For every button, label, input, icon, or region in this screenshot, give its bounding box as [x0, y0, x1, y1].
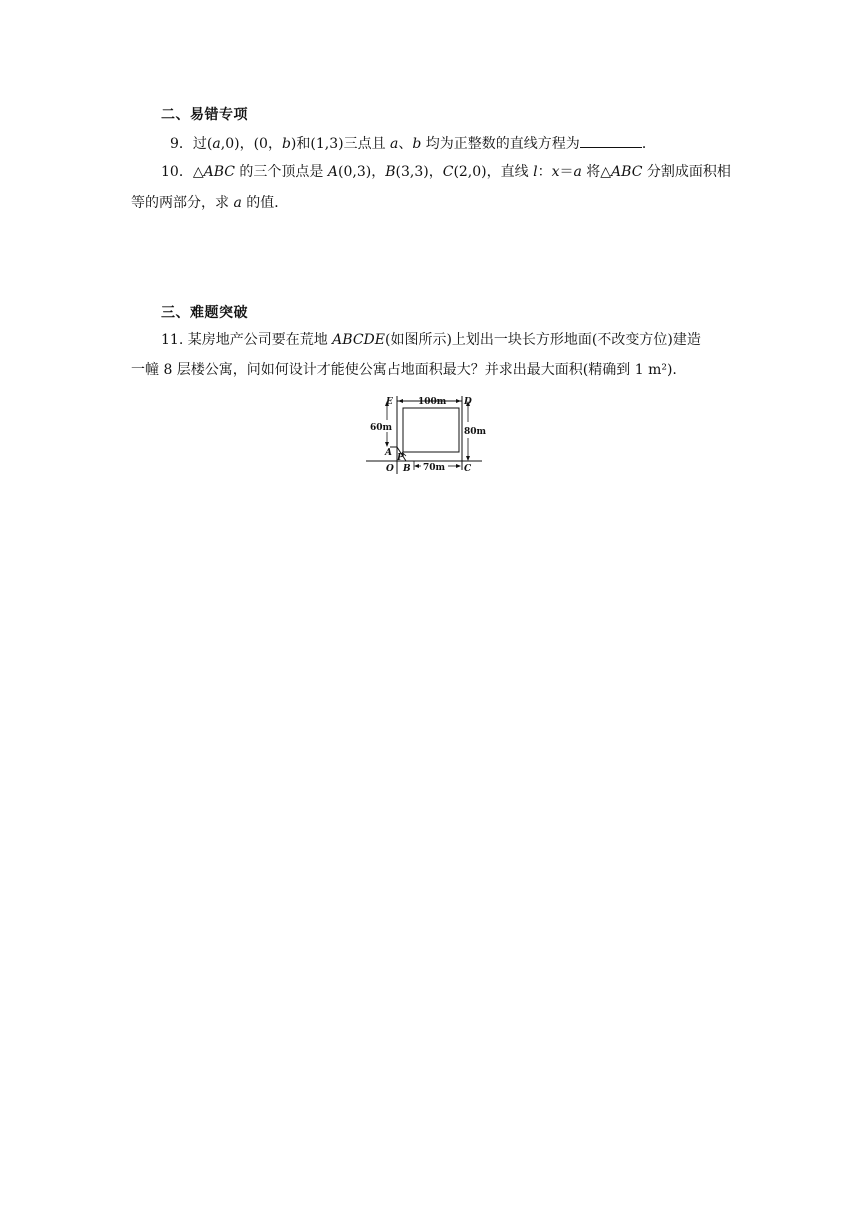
q10-text: ： [537, 164, 552, 180]
question-11-line-1 [161, 330, 701, 350]
q10-text: 将△ [581, 164, 612, 180]
question-10-line-1 [161, 162, 731, 182]
q10-text: 的值． [241, 195, 289, 211]
arrowhead [456, 464, 461, 468]
q10-text: △ [192, 164, 204, 180]
q9-text: ,0)，(0， [220, 136, 282, 152]
q10-text: (2,0)，直线 [453, 164, 534, 180]
q10-triangle-name: ABC [611, 164, 643, 180]
dim-label-left: 60m [370, 423, 393, 433]
q10-number: 10． [161, 164, 193, 180]
dim-label-top: 100m [418, 397, 447, 407]
q11-text: (如图所示)上划出一块长方形地面(不改变方位)建造 [385, 332, 701, 348]
label-o: O [386, 464, 394, 474]
section-heading-difficult: 三、难题突破 [161, 305, 248, 321]
q9-var-b: b [412, 136, 422, 152]
q10-var-a: a [573, 164, 582, 180]
q10-text: ＝ [559, 164, 574, 180]
q10-point-c: C [442, 164, 454, 180]
q9-text: )和(1,3)三点且 [290, 136, 391, 152]
q10-triangle-name: ABC [203, 164, 235, 180]
label-d: D [464, 397, 472, 407]
q10-text: (0,3)， [338, 164, 386, 180]
q11-polygon-name: ABCDE [332, 332, 385, 348]
section-heading-error-prone: 二、易错专项 [161, 107, 248, 123]
q9-var-b: b [281, 136, 291, 152]
rectangle-building [403, 408, 459, 452]
q9-text: 、 [398, 136, 413, 152]
q9-text: ． [641, 136, 656, 152]
q9-number: 9． [170, 136, 193, 152]
q10-var-x: x [551, 164, 560, 180]
label-e: E [386, 397, 393, 407]
arrowhead [456, 399, 461, 403]
arrowhead [466, 456, 470, 461]
q10-text: (3,3)， [395, 164, 443, 180]
label-b: B [403, 464, 411, 474]
dim-label-right: 80m [464, 427, 487, 437]
q10-var-a: a [233, 195, 242, 211]
arrowhead [398, 399, 403, 403]
label-c: C [464, 464, 472, 474]
label-p: P [397, 453, 404, 463]
q10-point-a: A [327, 164, 339, 180]
arrowhead [385, 442, 389, 447]
q10-text: 分割成面积相 [642, 164, 731, 180]
q9-text: 过( [192, 136, 213, 152]
q10-point-b: B [385, 164, 396, 180]
q9-var-a: a [390, 136, 399, 152]
land-diagram [366, 392, 487, 474]
q11-text: 11. 某房地产公司要在荒地 [161, 332, 333, 348]
question-10-line-2 [131, 193, 288, 213]
q10-line-l: l [533, 164, 538, 180]
question-11-line-2: 一幢 8 层楼公寓，问如何设计才能使公寓占地面积最大？并求出最大面积(精确到 1 m²). [131, 362, 677, 378]
q10-text: 等的两部分，求 [131, 195, 234, 211]
answer-blank [580, 133, 642, 148]
q10-text: 的三个顶点是 [234, 164, 328, 180]
question-9 [170, 133, 656, 154]
arrowhead [414, 464, 419, 468]
q9-var-a: a [212, 136, 221, 152]
dim-label-bottom: 70m [423, 463, 446, 473]
q9-text: 均为正整数的直线方程为 [421, 136, 580, 152]
label-a: A [385, 448, 392, 458]
